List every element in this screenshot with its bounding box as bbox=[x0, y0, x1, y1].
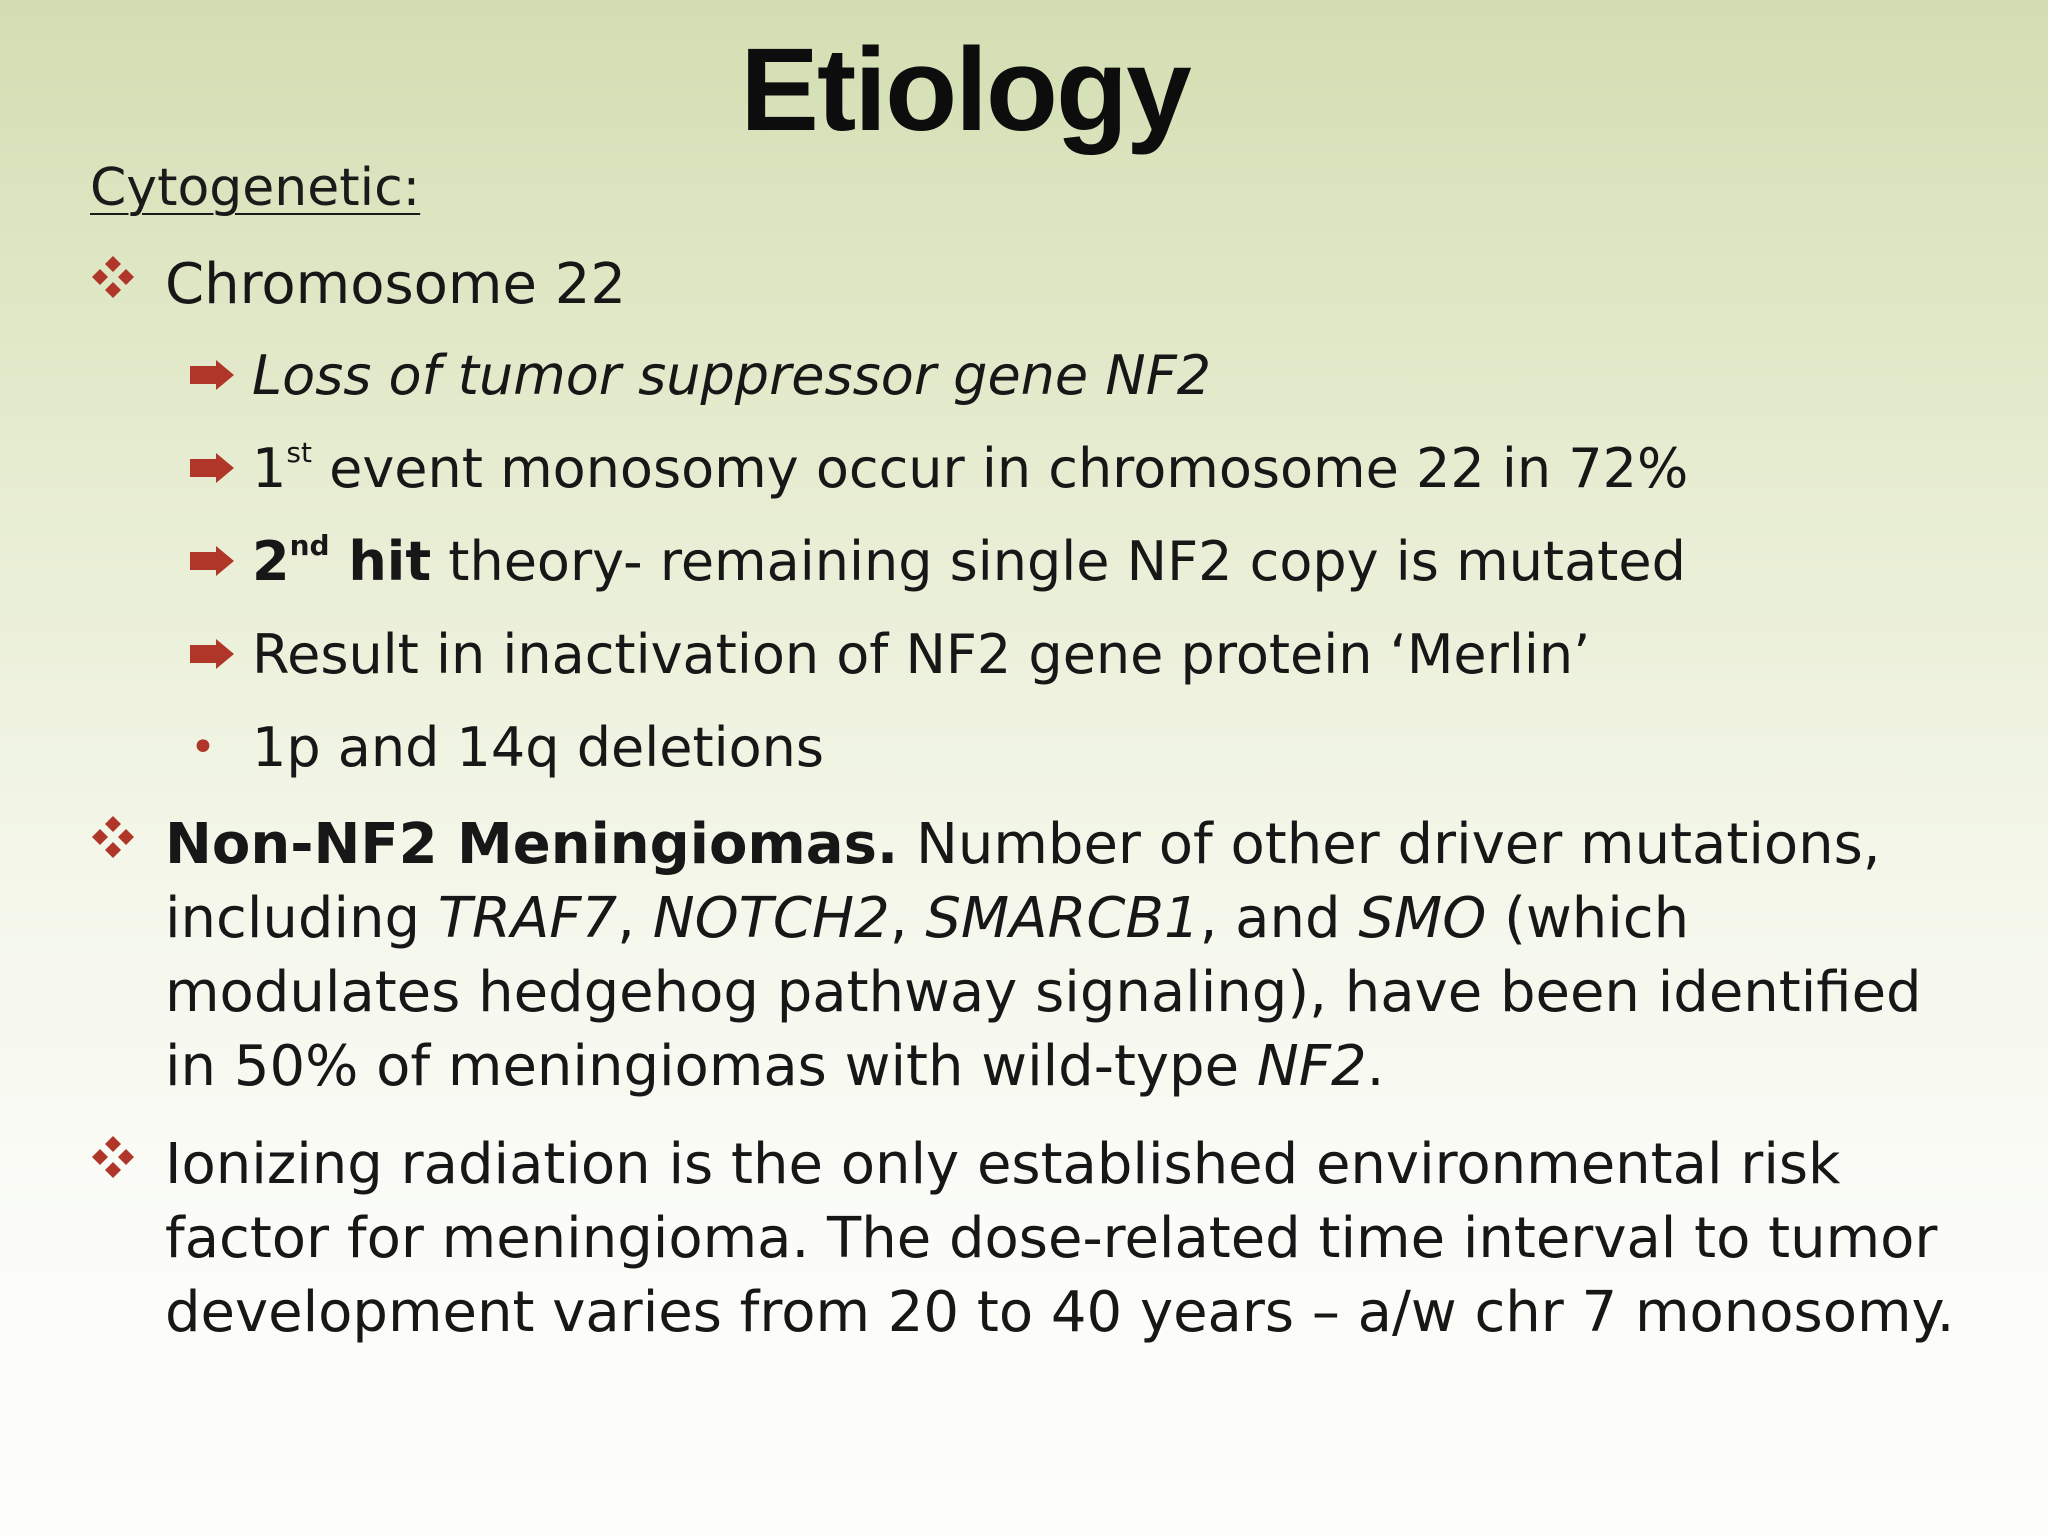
diamond-bullet-icon bbox=[90, 1134, 136, 1180]
gene-name: SMARCB1 bbox=[925, 886, 1200, 951]
ordinal-number: 2 bbox=[252, 530, 290, 593]
gene-name: NOTCH2 bbox=[652, 886, 890, 951]
ordinal-suffix: st bbox=[286, 436, 312, 469]
text-run: (which modulates hedgehog pathway signaling), have been identified in 50% of meningiomas with wild-type bbox=[165, 886, 1922, 1099]
bullet-text bbox=[165, 808, 1985, 1104]
arrow-bullet-icon bbox=[190, 360, 234, 390]
text-run: , bbox=[617, 886, 653, 951]
sub-item-text bbox=[252, 433, 1688, 505]
bullet-text: Ionizing radiation is the only established environmental risk factor for meningioma. The dose-related time interval to tumor development varies from 20 to 40 years – a/w chr 7 monosomy. bbox=[165, 1132, 1955, 1345]
diamond-bullet-icon bbox=[90, 254, 136, 300]
slide-title: Etiology bbox=[740, 24, 1190, 156]
text-run: , and bbox=[1199, 886, 1359, 951]
gene-name: TRAF7 bbox=[437, 886, 618, 951]
hit-label: hit bbox=[329, 530, 432, 593]
gene-name: SMO bbox=[1358, 886, 1487, 951]
bold-lead: Non-NF2 Meningiomas. bbox=[165, 812, 899, 877]
ordinal-number: 1 bbox=[252, 437, 287, 500]
ordinal-suffix: nd bbox=[289, 529, 330, 562]
arrow-bullet-icon bbox=[190, 639, 234, 669]
diamond-bullet-icon bbox=[90, 814, 136, 860]
sub-item-rest: event monosomy occur in chromosome 22 in 72% bbox=[311, 437, 1689, 500]
dot-bullet-icon: • bbox=[190, 722, 216, 773]
sub-item-text: Result in inactivation of NF2 gene protein ‘Merlin’ bbox=[252, 623, 1591, 686]
bullet-text: Chromosome 22 bbox=[165, 252, 626, 317]
sub-item-text: 1p and 14q deletions bbox=[252, 716, 825, 779]
arrow-bullet-icon bbox=[190, 453, 234, 483]
arrow-bullet-icon bbox=[190, 546, 234, 576]
sub-item-rest: theory- remaining single NF2 copy is mutated bbox=[431, 530, 1686, 593]
text-run: . bbox=[1366, 1034, 1385, 1099]
sub-item-text bbox=[252, 526, 1686, 598]
section-heading: Cytogenetic: bbox=[90, 158, 421, 218]
gene-name: NF2 bbox=[1256, 1034, 1367, 1099]
text-run: , bbox=[889, 886, 926, 951]
text-run: Number of other driver mutations, including bbox=[165, 812, 1881, 951]
sub-item-text: Loss of tumor suppressor gene NF2 bbox=[252, 344, 1212, 407]
